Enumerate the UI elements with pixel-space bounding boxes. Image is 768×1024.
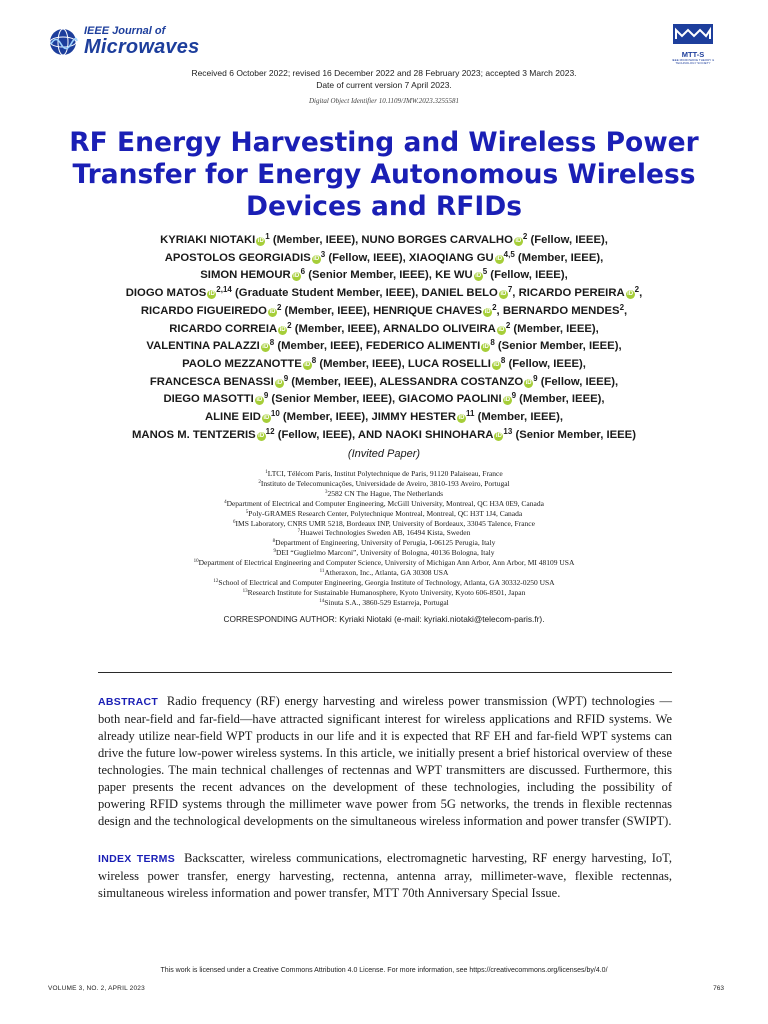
orcid-icon[interactable]: iD: [504, 397, 511, 404]
author-role: ,: [624, 304, 628, 317]
orcid-icon[interactable]: iD: [493, 361, 500, 368]
author-role: ,: [512, 287, 519, 300]
journal-name: Microwaves: [84, 36, 200, 58]
author-role: (Member, IEEE),: [510, 322, 599, 335]
society-logo-text: MTT-S: [681, 50, 705, 59]
orcid-icon[interactable]: iD: [313, 255, 320, 262]
orcid-icon[interactable]: iD: [279, 326, 286, 333]
affiliation-ref: 6: [300, 267, 306, 277]
affiliation-ref: 12: [265, 426, 275, 436]
affiliation: [60, 568, 708, 578]
author-role: (Fellow, IEEE),: [487, 269, 568, 282]
author-name: KE WU: [435, 269, 473, 282]
affiliation-ref: 2,14: [216, 285, 232, 295]
orcid-icon[interactable]: iD: [498, 326, 505, 333]
received-dates: Received 6 October 2022; revised 16 December 2022 and 28 February 2023; accepted 3 March 2023.: [191, 68, 577, 78]
author-role: (Senior Member, IEEE): [512, 428, 636, 441]
author-name: ALESSANDRA COSTANZO: [379, 375, 524, 388]
author-role: (Member, IEEE),: [291, 322, 383, 335]
orcid-icon[interactable]: iD: [257, 238, 264, 244]
society-logo: [670, 24, 716, 66]
affiliation-ref: 11: [465, 409, 475, 419]
author-role: (Graduate Student Member, IEEE),: [231, 287, 422, 300]
author-name: RICARDO FIGUEIREDO: [140, 304, 267, 317]
affiliation: [60, 479, 708, 489]
author-role: (Member, IEEE),: [269, 234, 362, 246]
affiliation-number: 11: [319, 569, 325, 575]
author-name: DIEGO MASOTTI: [163, 393, 254, 406]
affiliation-number: 5: [245, 509, 249, 515]
affiliation-ref: 9: [533, 373, 538, 383]
affiliation-number: 1: [265, 470, 268, 475]
author-line: [40, 321, 728, 339]
affiliation-number: 4: [224, 499, 227, 505]
abstract-label: ABSTRACT: [98, 696, 159, 708]
affiliation-ref: 8: [311, 355, 317, 365]
affiliation-number: 14: [319, 598, 325, 604]
affiliation-ref: 2: [276, 302, 282, 312]
author-role: (Fellow, IEEE),: [527, 234, 608, 246]
author-name: DIOGO MATOS: [125, 287, 207, 300]
orcid-icon[interactable]: iD: [525, 379, 532, 386]
affiliation-text: Research Institute for Sustainable Humanosphere, Kyoto University, Kyoto 606-8501, Japan: [247, 587, 526, 597]
affiliation-ref: 8: [500, 355, 506, 365]
author-name: GIACOMO PAOLINI: [398, 393, 502, 406]
affiliation-ref: 2: [505, 320, 511, 330]
affiliation-number: 10: [193, 559, 199, 565]
author-name: NUNO BORGES CARVALHO: [361, 234, 513, 246]
author-role: (Member, IEEE),: [516, 393, 605, 406]
affiliation-number: 13: [242, 588, 248, 594]
author-role: (Senior Member, IEEE),: [305, 269, 436, 282]
mtts-logo-icon: [673, 24, 713, 44]
affiliation: [60, 519, 708, 529]
author-role: (Member, IEEE),: [288, 375, 380, 388]
volume-info: VOLUME 3, NO. 2, APRIL 2023: [48, 985, 145, 992]
affiliation-ref: 2: [634, 285, 640, 295]
author-list: [40, 232, 728, 444]
affiliation-ref: 9: [511, 391, 517, 401]
index-terms: [98, 850, 672, 902]
author-line: [40, 356, 728, 374]
orcid-icon[interactable]: iD: [276, 379, 283, 386]
author-name: DANIEL BELO: [421, 287, 498, 300]
affiliation-text: DEI “Guglielmo Marconi”, University of Bologna, 40136 Bologna, Italy: [276, 548, 495, 558]
author-name: PAOLO MEZZANOTTE: [182, 357, 302, 370]
corresponding-author: CORRESPONDING AUTHOR: Kyriaki Niotaki (e-mail: kyriaki.niotaki@telecom-paris.fr).: [223, 614, 545, 624]
license-note: This work is licensed under a Creative Commons Attribution 4.0 License. For more information, see https://creativecommons.org/licenses/by/4.0/: [160, 967, 608, 974]
affiliation-text: Department of Engineering, University of Perugia, I-06125 Perugia, Italy: [275, 538, 496, 548]
orcid-icon[interactable]: iD: [500, 291, 507, 298]
author-role: (Senior Member, IEEE),: [268, 393, 399, 406]
affiliation-ref: 9: [263, 391, 269, 401]
abstract-text: Radio frequency (RF) energy harvesting and wireless power transmission (WPT) technologies —both near-field and far-field—have attracted significant interest for wireless applications and RFID systems. We already utilize near-field WPT products in our life and it is expected that RF EH and far-field WPT systems can drive the future low-power wireless systems. In this article, we initially present a brief historical overview of these technologies. The main technical challenges of rectennas and WPT transmitters are discussed. Furthermore, this paper presents the recent advances on the development of these technologies, including the possibility of powering RFID systems through the millimeter wave power from 5G networks, the trends in flexible rectennas design and the technological developments on the simultaneous wireless information and power transfer (SWIPT).: [98, 694, 673, 828]
paper-title: RF Energy Harvesting and Wireless Power Transfer for Energy Autonomous Wireless Devices and RFIDs: [69, 127, 699, 222]
affiliation-number: 12: [213, 578, 219, 584]
society-logo-small: IEEE MICROWAVE THEORY & TECHNOLOGY SOCIETY: [671, 58, 715, 66]
affiliation-number: 3: [324, 489, 328, 495]
affiliation-ref: 7: [507, 285, 513, 295]
affiliation: [60, 469, 708, 479]
affiliation-ref: 2: [287, 320, 292, 330]
author-name: APOSTOLOS GEORGIADIS: [164, 251, 311, 264]
author-role: (Member, IEEE),: [474, 411, 563, 424]
author-name: VALENTINA PALAZZI: [146, 340, 260, 353]
author-role: (Member, IEEE),: [281, 304, 374, 317]
affiliation-ref: 8: [490, 338, 495, 348]
affiliation-text: Department of Electrical Engineering and Computer Science, University of Michigan Ann Arbor, Ann Arbor, MI 48109 USA: [198, 558, 575, 568]
author-name: ALINE EID: [205, 411, 261, 424]
author-name: NAOKI SHINOHARA: [385, 428, 494, 441]
orcid-icon[interactable]: iD: [304, 361, 311, 368]
doi: Digital Object Identifier 10.1109/JMW.2023.3255581: [308, 97, 460, 105]
affiliation-ref: 1: [265, 232, 270, 241]
author-line: [40, 427, 728, 445]
globe-icon: [48, 27, 78, 57]
author-role: (Member, IEEE),: [279, 411, 372, 424]
author-role: (Fellow, IEEE),: [537, 375, 619, 388]
affiliation-ref: 4,5: [503, 249, 515, 259]
orcid-icon[interactable]: iD: [627, 291, 634, 298]
affiliation-number: 8: [272, 539, 276, 545]
affiliation-text: Poly-GRAMES Research Center, Polytechnique Montreal, Montreal, QC H3T 1J4, Canada: [248, 508, 523, 518]
affiliation-number: 9: [273, 549, 276, 555]
author-name: FEDERICO ALIMENTI: [365, 340, 481, 353]
affiliation-text: Huawei Technologies Sweden AB, 16494 Kista, Sweden: [300, 528, 471, 538]
journal-logo: [48, 26, 199, 57]
affiliation-ref: 3: [320, 249, 326, 259]
affiliation-text: Department of Electrical and Computer Engineering, McGill University, Montreal, QC H3A 0E9, Canada: [226, 498, 544, 508]
author-name: MANOS M. TENTZERIS: [132, 428, 256, 441]
author-line: [40, 285, 728, 303]
affiliation: [60, 588, 708, 598]
author-name: XIAOQIANG GU: [408, 251, 494, 264]
author-role: ,: [639, 287, 643, 300]
author-role: (Member, IEEE),: [514, 251, 604, 264]
orcid-icon[interactable]: iD: [262, 344, 269, 351]
affiliation: [60, 499, 708, 509]
affiliation-ref: 13: [503, 426, 513, 436]
author-line: [40, 303, 728, 321]
author-name: LUCA ROSELLI: [407, 357, 491, 370]
affiliation-ref: 10: [270, 409, 280, 419]
author-role: (Member, IEEE),: [316, 357, 408, 370]
author-line: [40, 409, 728, 427]
author-name: SIMON HEMOUR: [200, 269, 291, 282]
orcid-icon[interactable]: iD: [482, 344, 489, 351]
author-name: RICARDO CORREIA: [169, 322, 278, 335]
index-terms-text: Backscatter, wireless communications, electromagnetic harvesting, RF energy harvesting, IoT, wireless power transfer, energy harvesting, rectenna, antenna array, millimeter-wave, flexible rectennas, simultaneous wireless information and power transfer, MTT 70th Anniversary Special Issue.: [98, 851, 673, 900]
affiliation: [60, 509, 708, 519]
affiliation-text: LTCI, Télécom Paris, Institut Polytechnique de Paris, 91120 Palaiseau, France: [267, 469, 503, 478]
affiliation-ref: 2: [492, 302, 497, 312]
affiliation: [60, 598, 708, 608]
author-name: ARNALDO OLIVEIRA: [382, 322, 496, 335]
affiliation-text: Atheraxon, Inc., Atlanta, GA 30308 USA: [324, 568, 449, 578]
author-role: (Member, IEEE),: [274, 340, 366, 353]
affiliation-number: 6: [233, 519, 236, 525]
orcid-icon[interactable]: iD: [208, 291, 215, 298]
author-name: JIMMY HESTER: [371, 411, 456, 424]
orcid-icon[interactable]: iD: [475, 273, 482, 280]
affiliation-number: 7: [297, 529, 301, 535]
orcid-icon[interactable]: iD: [515, 238, 522, 244]
affiliation-text: Sinuta S.A., 3860-529 Estarreja, Portugal: [324, 597, 449, 607]
author-name: KYRIAKI NIOTAKI: [160, 234, 256, 246]
author-role: (Fellow, IEEE), AND: [274, 428, 386, 441]
affiliation-ref: 8: [269, 338, 275, 348]
affiliation-text: Instituto de Telecomunicações, Universidade de Aveiro, 3810-193 Aveiro, Portugal: [260, 478, 510, 488]
orcid-icon[interactable]: iD: [484, 308, 491, 315]
affiliation-text: IMS Laboratory, CNRS UMR 5218, Bordeaux INP, University of Bordeaux, 33045 Talence, France: [235, 518, 535, 528]
author-line: [40, 338, 728, 356]
author-role: ,: [496, 304, 503, 317]
affiliation: [60, 528, 708, 538]
divider: [98, 672, 672, 673]
page-number: 763: [713, 985, 724, 992]
orcid-icon[interactable]: iD: [263, 415, 270, 422]
affiliation-ref: 2: [619, 302, 625, 312]
author-line: [40, 391, 728, 409]
orcid-icon[interactable]: iD: [496, 255, 503, 262]
author-name: FRANCESCA BENASSI: [149, 375, 274, 388]
index-terms-label: INDEX TERMS: [98, 853, 176, 865]
author-role: (Senior Member, IEEE),: [494, 340, 622, 353]
affiliation: [60, 538, 708, 548]
orcid-icon[interactable]: iD: [269, 308, 276, 315]
author-name: RICARDO PEREIRA: [518, 287, 625, 300]
author-line: [40, 374, 728, 392]
orcid-icon[interactable]: iD: [256, 397, 263, 404]
affiliation-ref: 9: [283, 373, 289, 383]
affiliation-ref: 5: [482, 267, 488, 277]
affiliation: [60, 548, 708, 558]
author-line: [40, 232, 728, 250]
affiliation-list: [60, 469, 708, 608]
affiliation: [60, 578, 708, 588]
affiliation-ref: 2: [522, 232, 528, 241]
author-line: [40, 250, 728, 268]
affiliation-text: School of Electrical and Computer Engineering, Georgia Institute of Technology, Atlanta, GA 30332-0250 USA: [218, 577, 555, 587]
orcid-icon[interactable]: iD: [293, 273, 300, 280]
author-name: BERNARDO MENDES: [502, 304, 620, 317]
orcid-icon[interactable]: iD: [458, 415, 465, 422]
affiliation: [60, 558, 708, 568]
affiliation-text: 2582 CN The Hague, The Netherlands: [327, 488, 444, 498]
abstract: [98, 693, 672, 830]
affiliation-number: 2: [258, 479, 261, 485]
author-role: (Fellow, IEEE),: [325, 251, 409, 264]
orcid-icon[interactable]: iD: [258, 432, 265, 439]
author-role: (Fellow, IEEE),: [505, 357, 586, 370]
author-line: [40, 267, 728, 285]
author-name: HENRIQUE CHAVES: [373, 304, 483, 317]
invited-paper-note: (Invited Paper): [347, 448, 421, 460]
orcid-icon[interactable]: iD: [495, 432, 502, 439]
current-version-date: Date of current version 7 April 2023.: [316, 80, 452, 90]
affiliation: [60, 489, 708, 499]
journal-name-small: IEEE Journal of: [84, 25, 166, 37]
